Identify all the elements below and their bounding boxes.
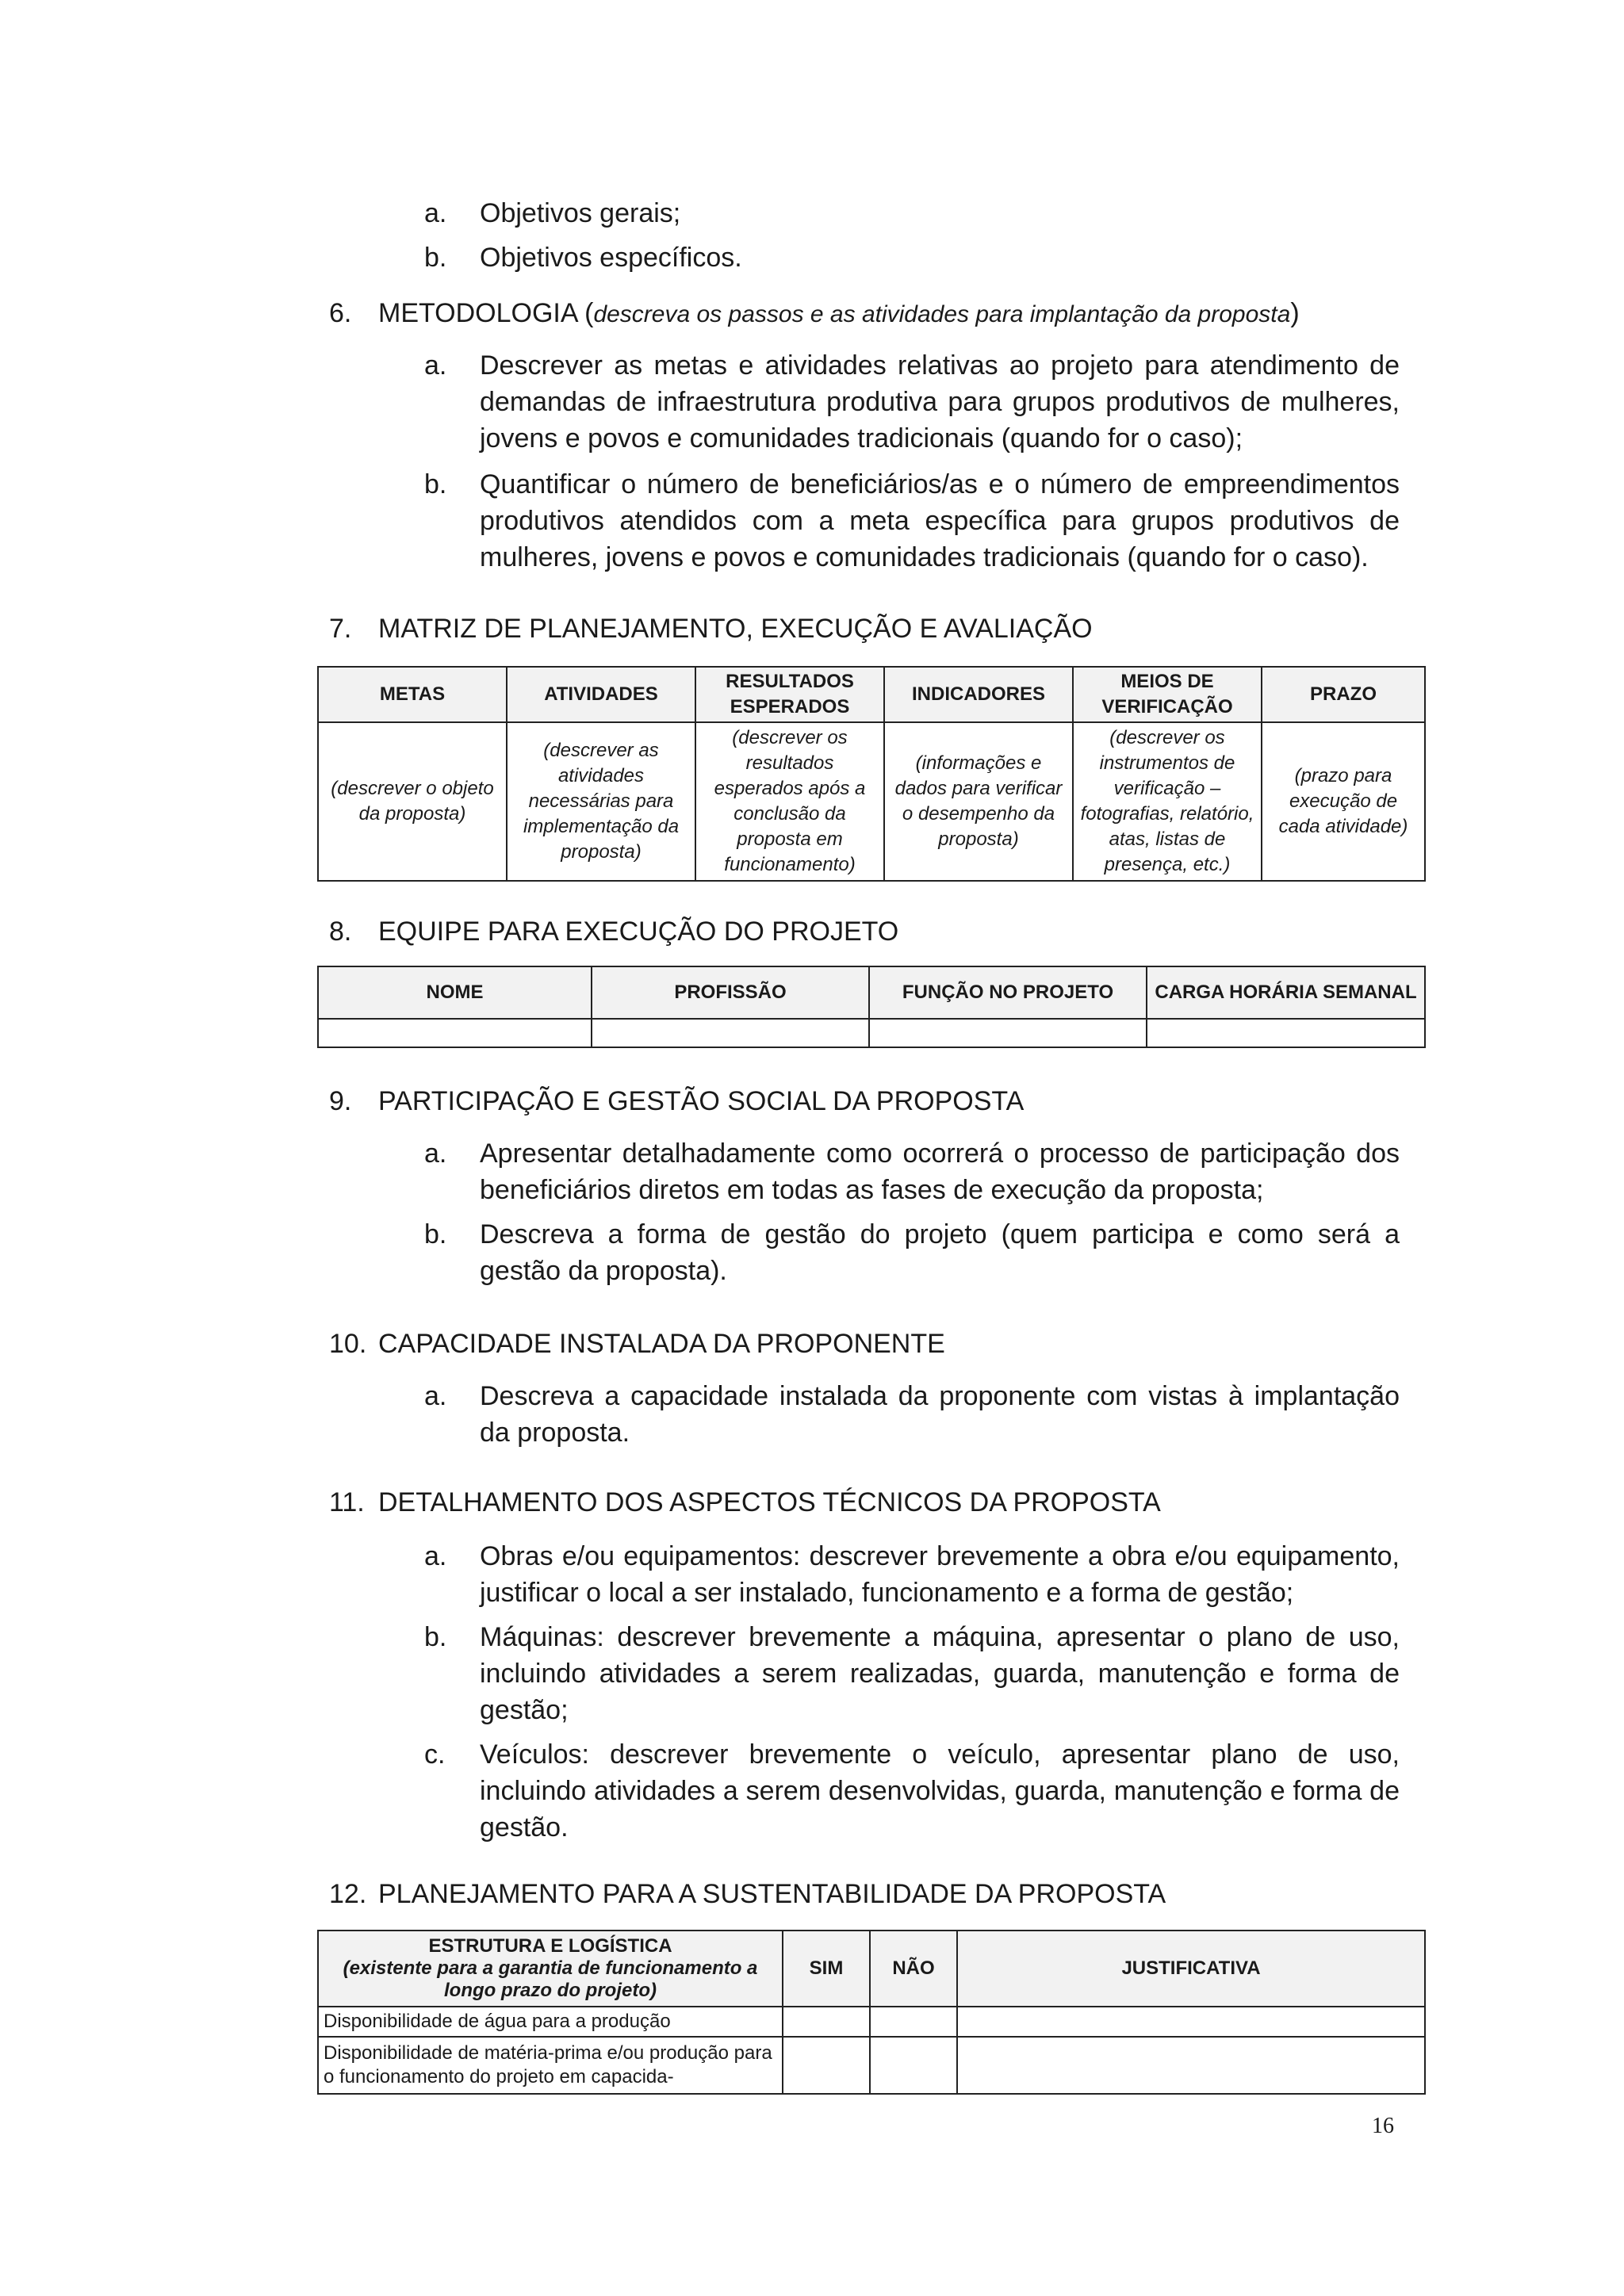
table-cell: Disponibilidade de água para a produção — [318, 2007, 783, 2037]
table-cell — [957, 2037, 1425, 2094]
table-header: CARGA HORÁRIA SEMANAL — [1147, 966, 1425, 1019]
table-cell — [1147, 1019, 1425, 1047]
table-header: PRAZO — [1262, 667, 1425, 722]
table-cell: (descrever o objeto da proposta) — [318, 722, 507, 881]
table-cell: Disponibilidade de matéria-prima e/ou produção para o funcionamento do projeto em capacida- — [318, 2037, 783, 2094]
table-cell — [318, 1019, 592, 1047]
section-heading-6: 6. METODOLOGIA (descreva os passos e as atividades para implantação da proposta) — [329, 298, 1300, 328]
table-header: ATIVIDADES — [507, 667, 695, 722]
team-table — [317, 966, 1426, 1048]
table-header: RESULTADOS ESPERADOS — [695, 667, 884, 722]
table-cell: (informações e dados para verificar o desempenho da proposta) — [884, 722, 1073, 881]
list-item: b. Quantificar o número de beneficiários/as e o número de empreendimentos produtivos atendidos com a meta específica para grupos produtivos de mulheres, jovens e povos e comunidades tradicionais (quando for o caso). — [424, 469, 1400, 572]
list-item: a. Descreva a capacidade instalada da proponente com vistas à implantação da proposta. — [424, 1381, 1400, 1448]
list-item: b. Objetivos específicos. — [424, 243, 742, 273]
list-item: b. Descreva a forma de gestão do projeto (quem participa e como será a gestão da proposta). — [424, 1219, 1400, 1286]
table-cell — [870, 2007, 957, 2037]
table-header: PROFISSÃO — [592, 966, 869, 1019]
list-item: a. Descrever as metas e atividades relativas ao projeto para atendimento de demandas de infraestrutura produtiva para grupos produtivos de mulheres, jovens e povos e comunidades tradicionais (quando for o caso); — [424, 350, 1400, 453]
table-cell: (descrever os instrumentos de verificação – fotografias, relatório, atas, listas de presença, etc.) — [1073, 722, 1262, 881]
list-item: c. Veículos: descrever brevemente o veículo, apresentar plano de uso, incluindo atividades a serem desenvolvidas, guarda, manutenção e forma de gestão. — [424, 1739, 1400, 1843]
list-item: a. Objetivos gerais; — [424, 198, 681, 228]
section-heading-9: 9. PARTICIPAÇÃO E GESTÃO SOCIAL DA PROPOSTA — [329, 1086, 1025, 1116]
section-hint: descreva os passos e as atividades para implantação da proposta — [593, 301, 1291, 327]
list-item: b. Máquinas: descrever brevemente a máquina, apresentar o plano de uso, incluindo atividades a serem realizadas, guarda, manutenção e forma de gestão; — [424, 1622, 1400, 1725]
table-header-main: ESTRUTURA E LOGÍSTICA — [428, 1935, 672, 1957]
table-header: FUNÇÃO NO PROJETO — [869, 966, 1147, 1019]
table-header: JUSTIFICATIVA — [957, 1931, 1425, 2007]
table-header: NOME — [318, 966, 592, 1019]
table-header — [318, 1931, 783, 2007]
table-header: SIM — [783, 1931, 870, 2007]
section-heading-12: 12. PLANEJAMENTO PARA A SUSTENTABILIDADE DA PROPOSTA — [329, 1879, 1166, 1909]
page-number: 16 — [1372, 2114, 1394, 2138]
section-heading-7: 7. MATRIZ DE PLANEJAMENTO, EXECUÇÃO E AVALIAÇÃO — [329, 614, 1093, 644]
table-cell: (descrever os resultados esperados após a conclusão da proposta em funcionamento) — [695, 722, 884, 881]
section-heading-8: 8. EQUIPE PARA EXECUÇÃO DO PROJETO — [329, 916, 899, 947]
table-header: INDICADORES — [884, 667, 1073, 722]
planning-matrix-table — [317, 666, 1426, 882]
table-cell — [870, 2037, 957, 2094]
table-cell: (descrever as atividades necessárias para implementação da proposta) — [507, 722, 695, 881]
section-heading-10: 10. CAPACIDADE INSTALADA DA PROPONENTE — [329, 1329, 945, 1359]
sustainability-table — [317, 1930, 1426, 2095]
list-item: a. Obras e/ou equipamentos: descrever brevemente a obra e/ou equipamento, justificar o local a ser instalado, funcionamento e a forma de gestão; — [424, 1541, 1400, 1608]
table-cell — [783, 2007, 870, 2037]
list-item: a. Apresentar detalhadamente como ocorrerá o processo de participação dos beneficiários diretos em todas as fases de execução da proposta; — [424, 1138, 1400, 1205]
table-header: METAS — [318, 667, 507, 722]
table-cell — [592, 1019, 869, 1047]
table-header: NÃO — [870, 1931, 957, 2007]
table-cell — [869, 1019, 1147, 1047]
table-cell: (prazo para execução de cada atividade) — [1262, 722, 1425, 881]
section-heading-11: 11. DETALHAMENTO DOS ASPECTOS TÉCNICOS DA PROPOSTA — [329, 1487, 1161, 1517]
table-cell — [957, 2007, 1425, 2037]
table-header: MEIOS DE VERIFICAÇÃO — [1073, 667, 1262, 722]
table-cell — [783, 2037, 870, 2094]
table-header-sub: (existente para a garantia de funcionamento a longo prazo do projeto) — [343, 1957, 758, 2001]
